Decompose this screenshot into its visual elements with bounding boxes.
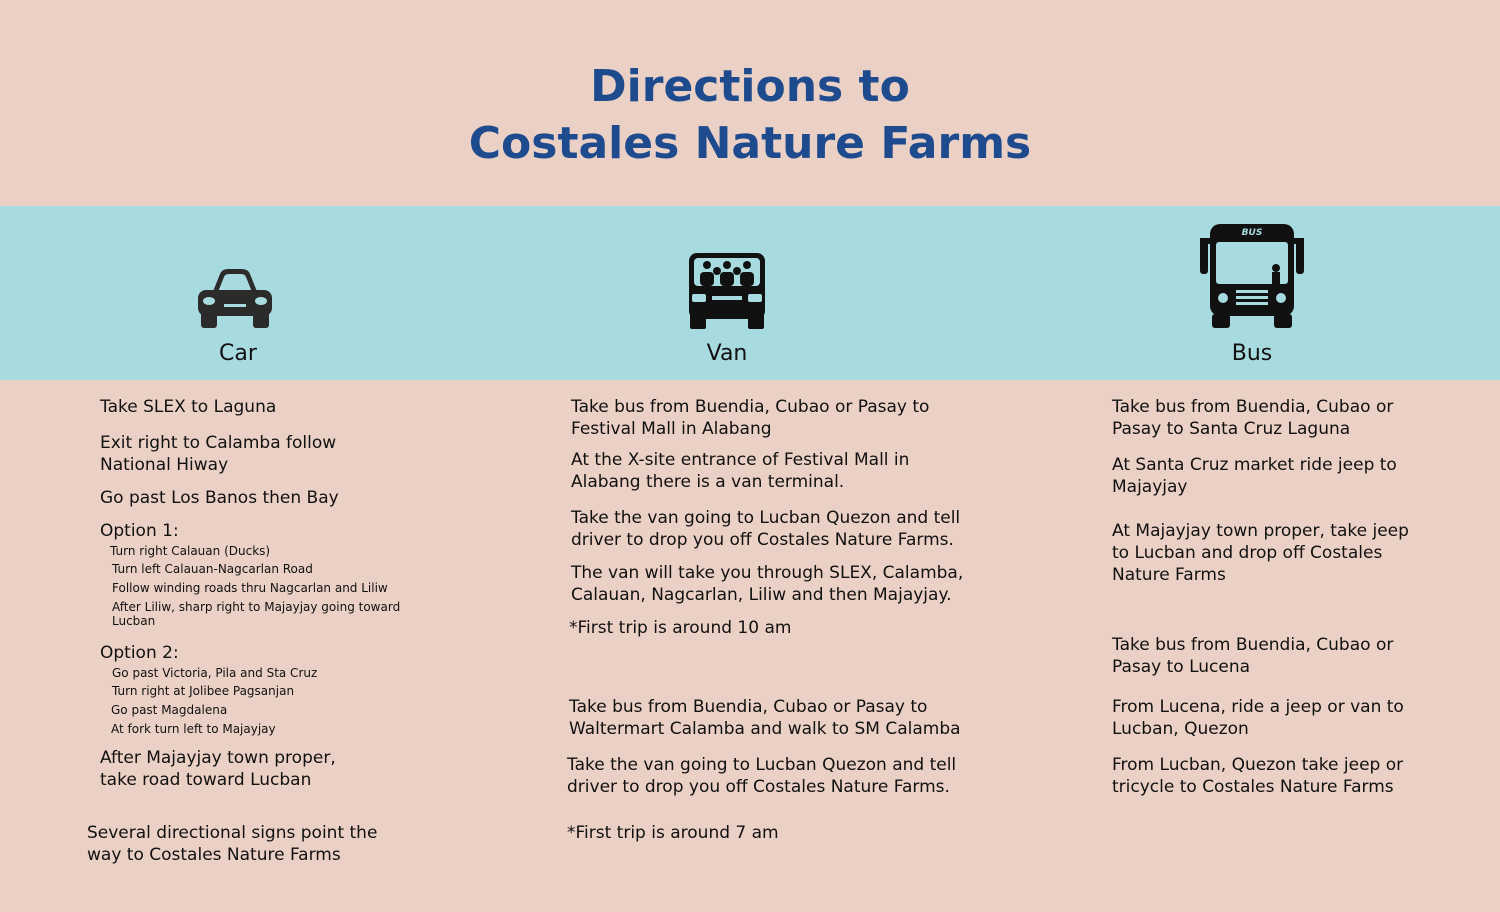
mode-label-bus: Bus: [1231, 341, 1273, 366]
van-route-b-step2-2: driver to drop you off Costales Nature Farms.: [567, 777, 950, 797]
bus-route-a-step1-2: Pasay to Santa Cruz Laguna: [1112, 419, 1351, 439]
car-step-slex: Take SLEX to Laguna: [100, 397, 277, 417]
car-option1-item: Follow winding roads thru Nagcarlan and Liliw: [112, 581, 388, 595]
car-icon: [196, 266, 274, 330]
bus-route-a-step3: At Majayjay town proper, take jeep: [1112, 521, 1409, 541]
bus-route-b-step1: Take bus from Buendia, Cubao or: [1112, 635, 1394, 655]
car-step-exit: Exit right to Calamba follow: [100, 433, 337, 453]
bus-route-b-step2: From Lucena, ride a jeep or van to: [1112, 697, 1404, 717]
bus-route-b-step1-2: Pasay to Lucena: [1112, 657, 1251, 677]
van-route-a-step1-2: Festival Mall in Alabang: [571, 419, 772, 439]
van-route-a-step3-2: driver to drop you off Costales Nature Farms.: [571, 530, 954, 550]
car-signs-note-2: way to Costales Nature Farms: [87, 845, 341, 865]
van-route-a-first-trip: *First trip is around 10 am: [569, 618, 792, 638]
bus-icon: [1196, 222, 1308, 330]
car-option1-item: Turn right Calauan (Ducks): [110, 544, 271, 558]
bus-route-b-step3: From Lucban, Quezon take jeep or: [1112, 755, 1404, 775]
car-option1-item: After Liliw, sharp right to Majayjay going toward: [112, 600, 401, 614]
van-route-a-step1: Take bus from Buendia, Cubao or Pasay to: [571, 397, 930, 417]
car-option2-title: Option 2:: [100, 643, 179, 663]
car-option1-title: Option 1:: [100, 521, 179, 541]
van-route-b-step2: Take the van going to Lucban Quezon and tell: [567, 755, 957, 775]
van-route-a-step2-2: Alabang there is a van terminal.: [571, 472, 845, 492]
bus-route-a-step1: Take bus from Buendia, Cubao or: [1112, 397, 1394, 417]
van-route-a-step2: At the X-site entrance of Festival Mall in: [571, 450, 910, 470]
title-line-1: Directions to: [590, 61, 910, 112]
svg-text:BUS: BUS: [1241, 228, 1263, 238]
car-option2-item: Go past Magdalena: [111, 703, 228, 717]
bus-route-a-step3-2: to Lucban and drop off Costales: [1112, 543, 1383, 563]
bus-route-a-step3-3: Nature Farms: [1112, 565, 1226, 585]
van-icon: [688, 252, 766, 330]
van-route-a-step4: The van will take you through SLEX, Calamba,: [571, 563, 964, 583]
bus-route-a-step2: At Santa Cruz market ride jeep to: [1112, 455, 1397, 475]
car-option1-item: Turn left Calauan-Nagcarlan Road: [112, 562, 313, 576]
bus-route-a-step2-2: Majayjay: [1112, 477, 1188, 497]
bus-route-b-step3-2: tricycle to Costales Nature Farms: [1112, 777, 1394, 797]
van-route-a-step4-2: Calauan, Nagcarlan, Liliw and then Majayjay.: [571, 585, 952, 605]
mode-label-van: Van: [706, 341, 748, 366]
car-option2-item: Go past Victoria, Pila and Sta Cruz: [112, 666, 318, 680]
van-route-a-step3: Take the van going to Lucban Quezon and tell: [571, 508, 961, 528]
van-route-b-first-trip: *First trip is around 7 am: [567, 823, 779, 843]
car-option2-item: At fork turn left to Majayjay: [111, 722, 276, 736]
car-step-exit-2: National Hiway: [100, 455, 229, 475]
bus-route-b-step2-2: Lucban, Quezon: [1112, 719, 1249, 739]
car-signs-note: Several directional signs point the: [87, 823, 378, 843]
van-route-b-step1-2: Waltermart Calamba and walk to SM Calamba: [569, 719, 961, 739]
car-after-majayjay-2: take road toward Lucban: [100, 770, 312, 790]
page-title: [0, 58, 1500, 172]
car-step-los-banos: Go past Los Banos then Bay: [100, 488, 339, 508]
van-route-b-step1: Take bus from Buendia, Cubao or Pasay to: [569, 697, 928, 717]
car-option2-item: Turn right at Jolibee Pagsanjan: [112, 684, 295, 698]
car-after-majayjay: After Majayjay town proper,: [100, 748, 336, 768]
car-option1-item: Lucban: [112, 614, 156, 628]
mode-label-car: Car: [219, 341, 257, 366]
title-line-2: Costales Nature Farms: [468, 118, 1032, 169]
